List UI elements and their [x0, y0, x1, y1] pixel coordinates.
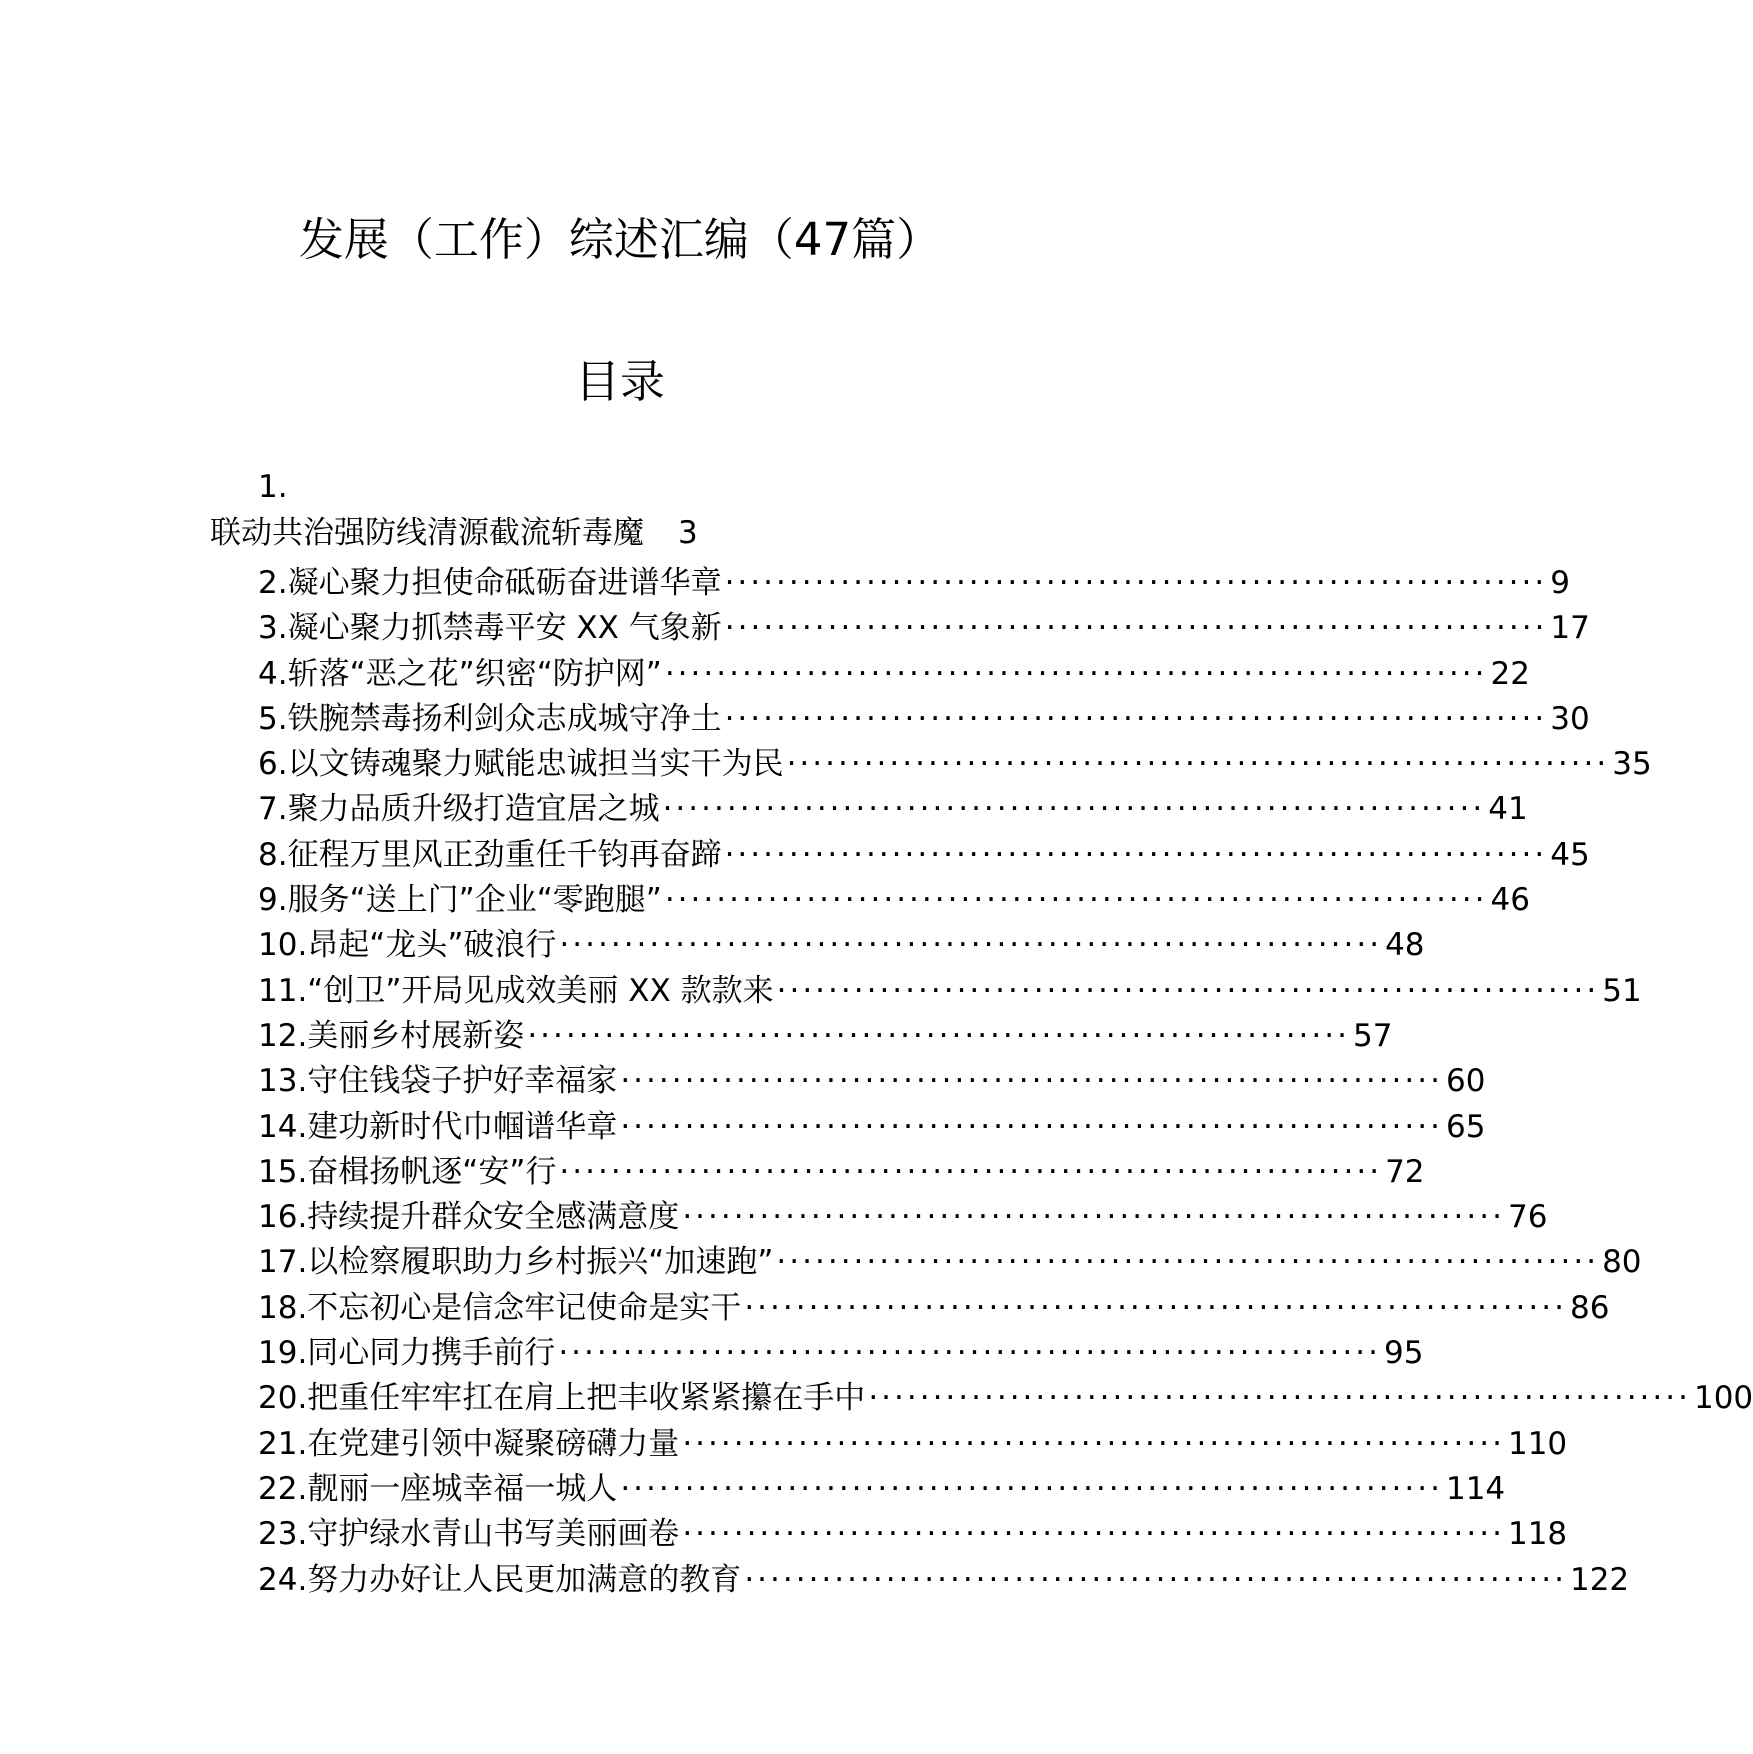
toc-entry[interactable]	[258, 1512, 1568, 1557]
toc-entry-title: 10.昂起“龙头”破浪行	[258, 927, 557, 964]
toc-entry-page: 9	[1550, 565, 1570, 601]
toc-entry-title: 17.以检察履职助力乡村振兴“加速跑”	[258, 1244, 774, 1281]
toc-entry[interactable]	[258, 1467, 1506, 1512]
toc-entry-title: 9.服务“送上门”企业“零跑腿”	[258, 882, 662, 919]
dot-leader: ································································	[662, 791, 1486, 828]
dot-leader: ································································	[682, 1425, 1505, 1462]
toc-entry-page: 65	[1445, 1108, 1486, 1145]
toc-entry-page: 17	[1550, 610, 1590, 647]
toc-entry[interactable]	[258, 1195, 1548, 1240]
toc-entry-page: 30	[1550, 700, 1590, 737]
toc-entry[interactable]	[258, 742, 1652, 787]
toc-entry-title: 13.守住钱袋子护好幸福家	[258, 1063, 618, 1100]
dot-leader: ································································	[724, 565, 1548, 601]
toc-entry[interactable]	[258, 561, 1570, 606]
dot-leader: ································································	[682, 1199, 1505, 1236]
toc-entry[interactable]	[258, 923, 1425, 968]
dot-leader: ································································	[527, 1017, 1350, 1054]
toc-entry-title: 4.斩落“恶之花”织密“防护网”	[258, 655, 662, 692]
toc-entry-title: 5.铁腕禁毒扬利剑众志成城守净土	[258, 700, 722, 737]
toc-entry-title: 3.凝心聚力抓禁毒平安 XX 气象新	[258, 610, 722, 647]
toc-entry[interactable]	[258, 1014, 1393, 1059]
toc-entry-title: 24.努力办好让人民更加满意的教育	[258, 1561, 742, 1598]
toc-entry-title: 联动共治强防线清源截流斩毒魔	[210, 515, 644, 551]
toc-entry[interactable]	[258, 1059, 1486, 1104]
toc-heading: 目录	[574, 355, 665, 408]
toc-entry[interactable]	[258, 1240, 1642, 1285]
toc-entry-title: 8.征程万里风正劲重任千钧再奋蹄	[258, 836, 722, 873]
dot-leader: ································································	[664, 655, 1488, 692]
toc-entry-page: 72	[1385, 1153, 1425, 1190]
dot-leader: ································································	[559, 1153, 1383, 1190]
toc-entry-page: 122	[1569, 1561, 1630, 1598]
toc-entry[interactable]	[258, 878, 1530, 923]
toc-entry[interactable]	[258, 1105, 1486, 1150]
toc-entry-title: 15.奋楫扬帆逐“安”行	[258, 1153, 557, 1190]
toc-entry[interactable]	[258, 697, 1590, 742]
toc-entry[interactable]	[258, 652, 1530, 697]
toc-entry-page: 51	[1602, 972, 1642, 1009]
toc-entry-title: 6.以文铸魂聚力赋能忠诚担当实干为民	[258, 746, 784, 783]
dot-leader: ································································	[559, 927, 1383, 964]
dot-leader: ································································	[868, 1380, 1691, 1417]
toc-entry-page: 76	[1507, 1199, 1548, 1236]
toc-entry[interactable]	[258, 833, 1590, 878]
toc-entry[interactable]	[258, 787, 1528, 832]
toc-entry[interactable]	[258, 1150, 1425, 1195]
dot-leader: ································································	[776, 1244, 1600, 1281]
toc-entry-title: 21.在党建引领中凝聚磅礴力量	[258, 1425, 680, 1462]
toc-entry[interactable]	[258, 1422, 1568, 1467]
toc-entry-page: 110	[1507, 1425, 1568, 1462]
toc-entry-page: 60	[1445, 1063, 1486, 1100]
toc-entry-page: 35	[1612, 746, 1652, 783]
toc-entry[interactable]	[258, 969, 1642, 1014]
dot-leader: ································································	[724, 610, 1548, 647]
toc-entry-page: 22	[1490, 655, 1530, 692]
toc-entry-page: 41	[1488, 791, 1528, 828]
toc-entry-title: 18.不忘初心是信念牢记使命是实干	[258, 1289, 742, 1326]
toc-entry-page: 80	[1602, 1244, 1642, 1281]
dot-leader: ································································	[664, 882, 1488, 919]
dot-leader: ································································	[786, 746, 1610, 783]
dot-leader: ································································	[776, 972, 1600, 1009]
dot-leader: ································································	[620, 1063, 1443, 1100]
toc-entry[interactable]	[258, 1331, 1424, 1376]
toc-entry-title: 12.美丽乡村展新姿	[258, 1017, 525, 1054]
toc-entry-1[interactable]	[210, 513, 698, 553]
toc-entry-page: 48	[1385, 927, 1425, 964]
toc-entry-page: 3	[678, 515, 698, 551]
toc-entry-title: 22.靓丽一座城幸福一城人	[258, 1470, 618, 1507]
dot-leader: ································································	[724, 700, 1548, 737]
toc-entry-title: 14.建功新时代巾帼谱华章	[258, 1108, 618, 1145]
toc-entry-page: 114	[1445, 1470, 1506, 1507]
toc-entry-page: 57	[1352, 1017, 1393, 1054]
document-title: 发展（工作）综述汇编（47篇）	[298, 213, 942, 266]
toc-entry-title: 11.“创卫”开局见成效美丽 XX 款款来	[258, 972, 774, 1009]
toc-entry[interactable]	[258, 606, 1590, 651]
dot-leader: ································································	[682, 1516, 1505, 1553]
toc-entry-title: 7.聚力品质升级打造宜居之城	[258, 791, 660, 828]
dot-leader: ································································	[558, 1335, 1381, 1372]
toc-entry[interactable]	[258, 1558, 1630, 1603]
toc-entry[interactable]	[258, 1376, 1753, 1421]
toc-entry-1-number[interactable]: 1.	[258, 469, 288, 505]
toc-entry[interactable]	[258, 1286, 1610, 1331]
toc-entry-title: 20.把重任牢牢扛在肩上把丰收紧紧攥在手中	[258, 1380, 866, 1417]
toc-entry-page: 45	[1550, 836, 1590, 873]
dot-leader: ································································	[620, 1470, 1443, 1507]
dot-leader: ································································	[744, 1561, 1567, 1598]
toc-entry-title: 2.凝心聚力担使命砥砺奋进谱华章	[258, 565, 722, 601]
dot-leader: ································································	[620, 1108, 1443, 1145]
toc-entry-page: 46	[1490, 882, 1530, 919]
toc-list	[258, 561, 1753, 1603]
dot-leader: ································································	[724, 836, 1548, 873]
toc-entry-title: 19.同心同力携手前行	[258, 1335, 556, 1372]
toc-entry-title: 23.守护绿水青山书写美丽画卷	[258, 1516, 680, 1553]
toc-entry-page: 118	[1507, 1516, 1568, 1553]
toc-entry-page: 86	[1569, 1289, 1610, 1326]
toc-entry-page: 95	[1383, 1335, 1424, 1372]
toc-entry-title: 16.持续提升群众安全感满意度	[258, 1199, 680, 1236]
dot-leader: ································································	[744, 1289, 1567, 1326]
toc-entry-page: 100	[1693, 1380, 1753, 1417]
